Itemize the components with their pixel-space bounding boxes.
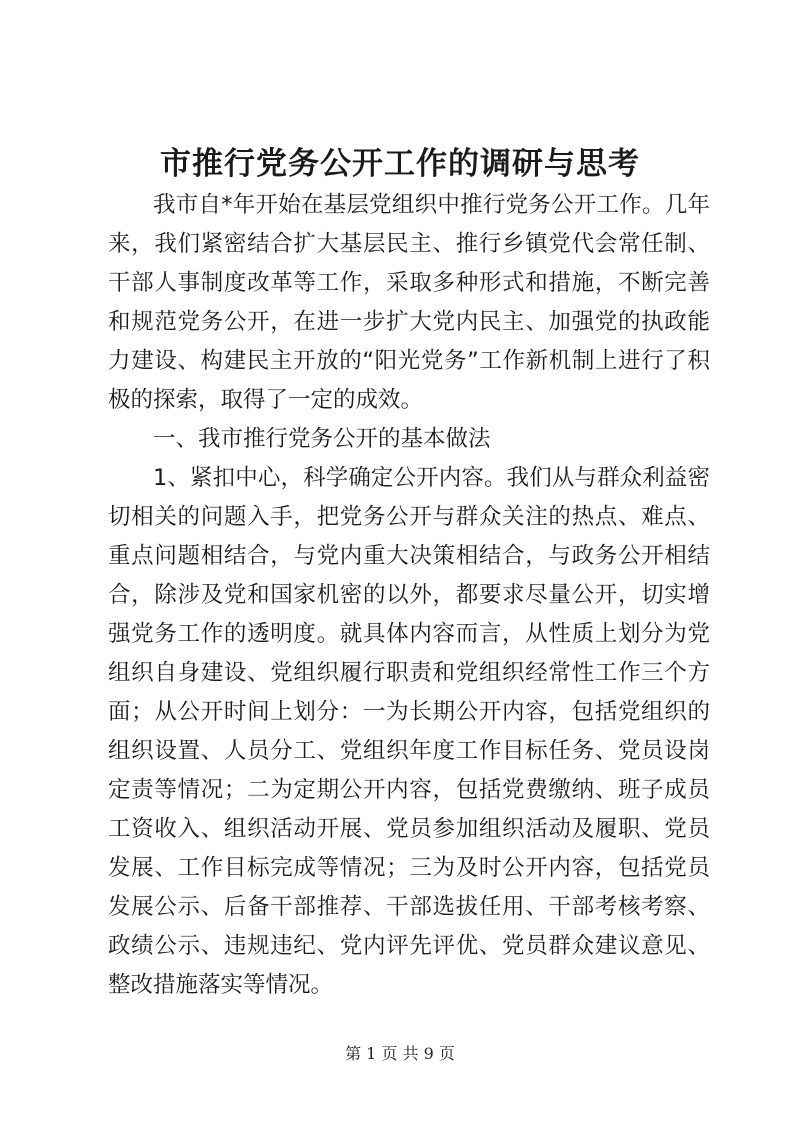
document-body	[108, 186, 710, 1005]
section-heading: 一、我市推行党务公开的基本做法	[153, 426, 491, 452]
intro-paragraph: 我市自*年开始在基层党组织中推行党务公开工作。几年来，我们紧密结合扩大基层民主、推行乡镇党代会常任制、干部人事制度改革等工作，采取多种形式和措施，不断完善和规范党务公开，在进一步扩大党内民主、加强党的执政能力建设、构建民主开放的“阳光党务”工作新机制上进行了积极的探索，取得了一定的成效。	[108, 192, 710, 413]
page-number-footer: 第 1 页 共 9 页	[345, 1044, 455, 1063]
body-paragraph: 1、紧扣中心，科学确定公开内容。我们从与群众利益密切相关的问题入手，把党务公开与群众关注的热点、难点、重点问题相结合，与党内重大决策相结合，与政务公开相结合，除涉及党和国家机密的以外，都要求尽量公开，切实增强党务工作的透明度。就具体内容而言，从性质上划分为党组织自身建设、党组织履行职责和党组织经常性工作三个方面；从公开时间上划分：一为长期公开内容，包括党组织的组织设置、人员分工、党组织年度工作目标任务、党员设岗定责等情况；二为定期公开内容，包括党费缴纳、班子成员工资收入、组织活动开展、党员参加组织活动及履职、党员发展、工作目标完成等情况；三为及时公开内容，包括党员发展公示、后备干部推荐、干部选拔任用、干部考核考察、政绩公示、违规违纪、党内评先评优、党员群众建议意见、整改措施落实等情况。	[108, 465, 710, 998]
document-title: 市推行党务公开工作的调研与思考	[160, 146, 640, 182]
